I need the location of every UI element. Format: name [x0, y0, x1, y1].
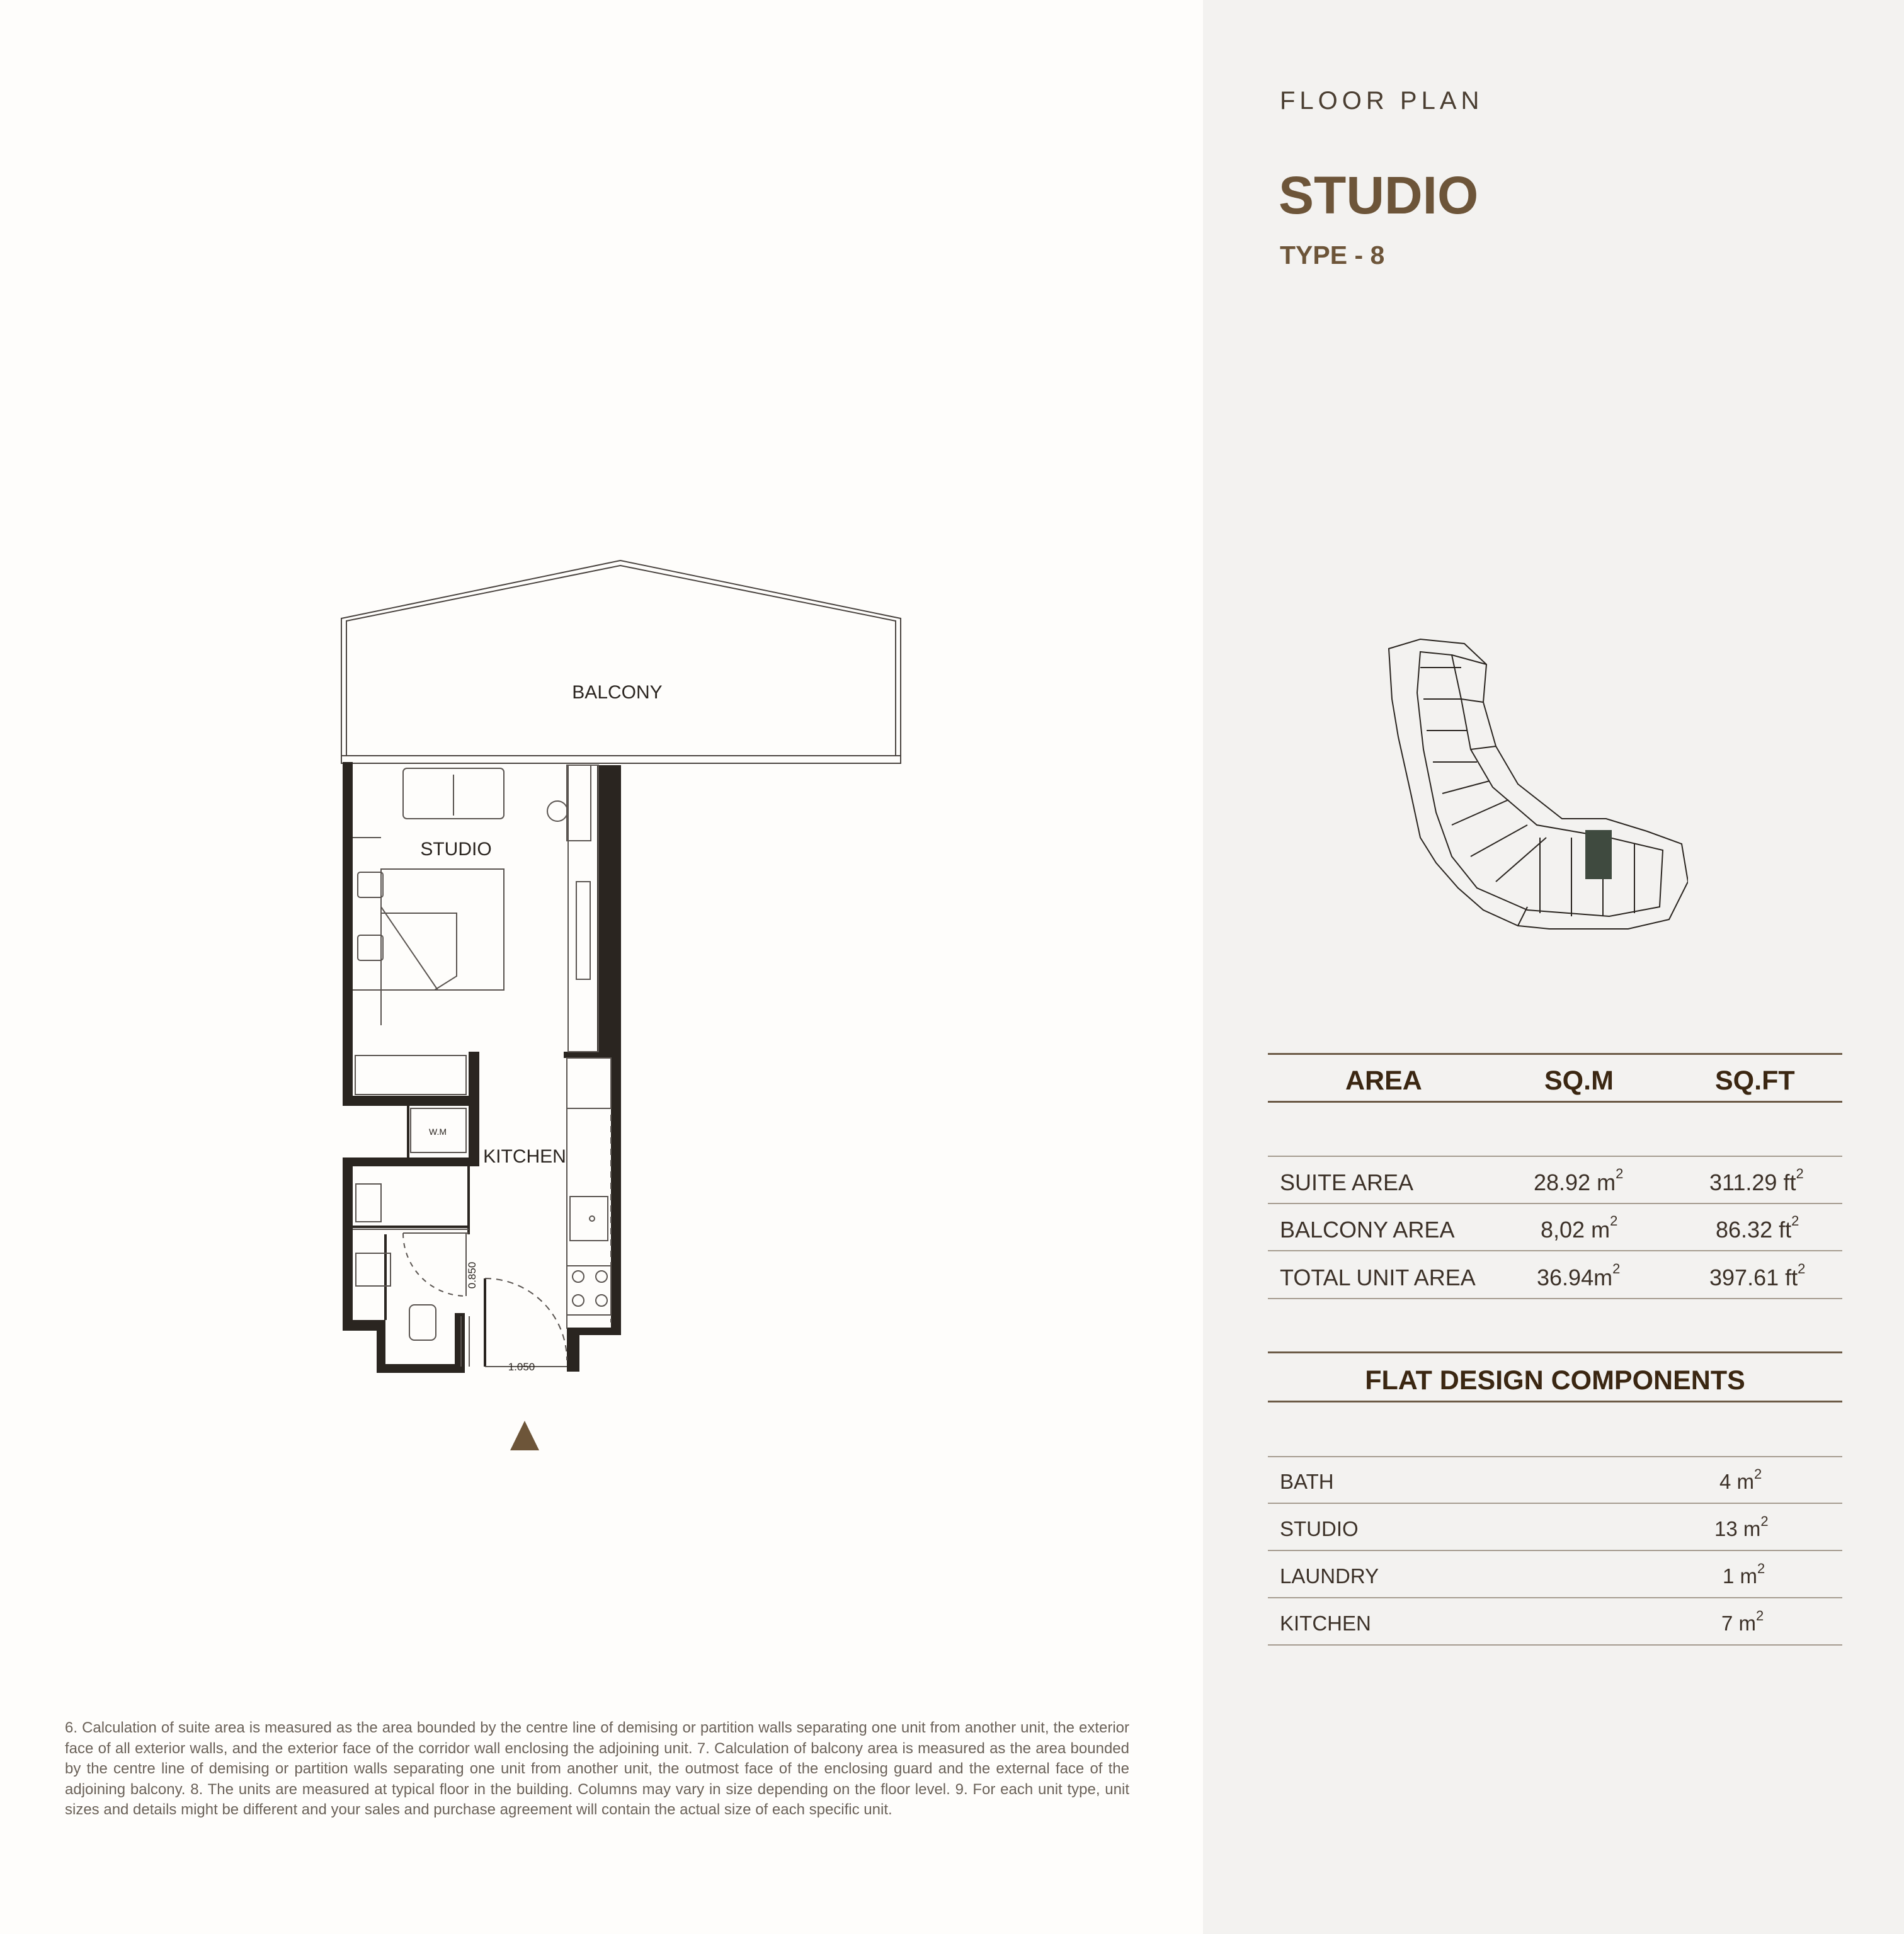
component-label: BATH	[1280, 1470, 1334, 1493]
table-rule	[1268, 1101, 1842, 1103]
component-value: 4 $m^2$	[1719, 1466, 1762, 1493]
balcony-area-sqm: 8,02 $m^2$	[1541, 1213, 1618, 1243]
table-rule	[1268, 1644, 1842, 1646]
unit-title: STUDIO	[1279, 166, 1479, 225]
table-rule	[1268, 1550, 1842, 1551]
door-width-dimension: 1.050	[508, 1361, 535, 1373]
table-rule	[1268, 1503, 1842, 1504]
balcony-area-label: BALCONY AREA	[1280, 1217, 1455, 1243]
area-column-header: AREA	[1345, 1066, 1422, 1096]
unit-type-label: TYPE - 8	[1280, 241, 1385, 270]
component-label: KITCHEN	[1280, 1612, 1371, 1635]
component-value: 13 $m^2$	[1714, 1513, 1769, 1540]
table-rule	[1268, 1456, 1842, 1457]
kitchen-label: KITCHEN	[483, 1146, 566, 1167]
washing-machine-label: W.M	[429, 1127, 447, 1137]
footnotes: 6. Calculation of suite area is measured as the area bounded by the centre line of demising or partition walls separating one unit from another unit, the exterior face of all exterior walls, and the exterior face of the corridor wall enclosing the adjoining unit. 7. Calculation of balcony area is measured as the area bounded by the centre line of demising or partition walls separating one unit from another unit, the outmost face of the enclosing guard and the external face of the adjoining balcony. 8. The units are measured at typical floor in the building. Columns may vary in size depending on the floor level. 9. For each unit type, unit sizes and details might be different and your sales and purchase agreement will contain the actual size of each specific unit.	[65, 1719, 1129, 1818]
component-label: STUDIO	[1280, 1517, 1359, 1540]
table-rule	[1268, 1053, 1842, 1055]
total-unit-area-sqm: $36.94m^2$	[1537, 1261, 1621, 1290]
sqm-column-header: SQ.M	[1544, 1066, 1614, 1096]
sqft-column-header: SQ.FT	[1715, 1066, 1795, 1096]
table-rule	[1268, 1597, 1842, 1598]
building-key-plan-icon	[1382, 630, 1688, 932]
suite-area-label: SUITE AREA	[1280, 1169, 1414, 1195]
table-rule	[1268, 1298, 1842, 1299]
component-value: 7 $m^2$	[1721, 1608, 1764, 1635]
component-label: LAUNDRY	[1280, 1564, 1379, 1588]
balcony-area-sqft: 86.32 $ft^2$	[1716, 1213, 1799, 1243]
balcony-label: BALCONY	[572, 682, 663, 703]
table-rule	[1268, 1203, 1842, 1204]
section-eyebrow: FLOOR PLAN	[1280, 87, 1484, 115]
suite-area-sqft: 311.29 $ft^2$	[1709, 1166, 1804, 1195]
total-unit-area-label: TOTAL UNIT AREA	[1280, 1265, 1476, 1290]
table-rule	[1268, 1156, 1842, 1157]
door-height-dimension: 0.850	[466, 1261, 478, 1289]
studio-label: STUDIO	[420, 839, 492, 860]
suite-area-sqm: 28.92 $m^2$	[1534, 1166, 1624, 1195]
table-rule	[1268, 1401, 1842, 1402]
unit-floor-plan	[315, 548, 642, 1467]
total-unit-area-sqft: 397.61 $ft^2$	[1709, 1261, 1806, 1290]
table-rule	[1268, 1351, 1842, 1353]
components-title: FLAT DESIGN COMPONENTS	[1365, 1365, 1745, 1396]
table-rule	[1268, 1250, 1842, 1251]
component-value: 1 $m^2$	[1723, 1561, 1765, 1588]
